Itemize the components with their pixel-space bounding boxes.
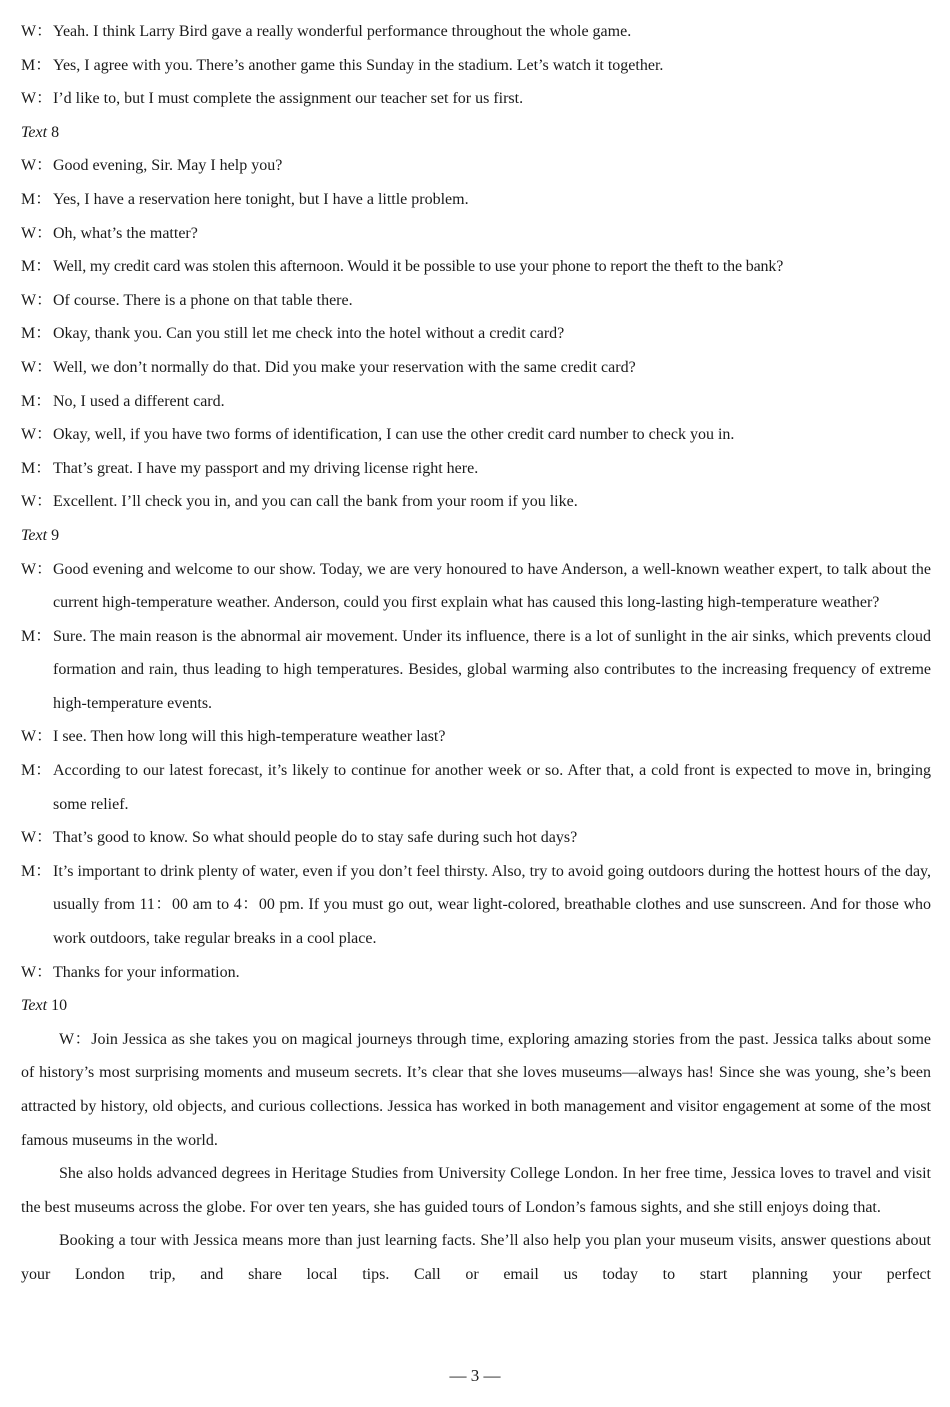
dialogue-text: Well, we don’t normally do that. Did you make your reservation with the same credit card?: [53, 358, 636, 376]
dialogue-text: According to our latest forecast, it’s likely to continue for another week or so. After that, a cold front is expected to move in, bringing some relief.: [53, 762, 931, 813]
dialogue-line: [21, 855, 931, 956]
speaker-label: W：: [21, 358, 53, 376]
dialogue-line: [21, 15, 931, 49]
speaker-label: M：: [21, 325, 52, 343]
speaker-label: W：: [21, 157, 53, 175]
dialogue-text: Yes, I have a reservation here tonight, but I have a little problem.: [53, 190, 469, 208]
speaker-label: W：: [21, 493, 53, 511]
speaker-label: W：: [21, 291, 53, 309]
heading-label: Text: [21, 997, 48, 1015]
dialogue-line: [21, 553, 931, 620]
dialogue-text: Excellent. I’ll check you in, and you can call the bank from your room if you like.: [53, 493, 578, 511]
dialogue-line: [21, 217, 931, 251]
dialogue-text: I see. Then how long will this high-temperature weather last?: [53, 728, 446, 746]
dialogue-line: [21, 284, 931, 318]
dialogue-line: [21, 452, 931, 486]
heading-number: 10: [51, 997, 68, 1015]
speaker-label: W：: [21, 23, 53, 40]
dialogue-line: [21, 250, 931, 284]
dialogue-line: [21, 317, 931, 351]
dialogue-text: It’s important to drink plenty of water, even if you don’t feel thirsty. Also, try to avoid going outdoors during the hottest hours of the day, usually from 11：00 am to 4：00 pm. If you must go out, wear light-colored, breathable clothes and use sunscreen. And for those who work outdoors, take regular breaks in a cool place.: [53, 862, 931, 948]
page-number: — 3 —: [449, 1366, 501, 1385]
dialogue-line: [21, 183, 931, 217]
monologue-paragraph: She also holds advanced degrees in Heritage Studies from University College London. In her free time, Jessica loves to travel and visit the best museums across the globe. For over ten years, she has guided tours of London’s famous sights, and she still enjoys doing that.: [21, 1165, 931, 1216]
dialogue-text: Thanks for your information.: [53, 963, 240, 981]
speaker-label: M：: [21, 762, 52, 780]
speaker-label: W：: [21, 224, 53, 242]
speaker-label: W：: [21, 426, 53, 444]
dialogue-text: I’d like to, but I must complete the assignment our teacher set for us first.: [53, 90, 524, 108]
speaker-label: M：: [21, 862, 52, 880]
dialogue-text: Yeah. I think Larry Bird gave a really wonderful performance throughout the whole game.: [53, 23, 632, 40]
monologue-paragraph: W：Join Jessica as she takes you on magical journeys through time, exploring amazing stories from the past. Jessica talks about some of history’s most surprising moments and museum secrets. It’s clear that she loves museums—always has! Since she was young, she’s been attracted by history, old objects, and curious collections. Jessica has worked in both management and visitor engagement at some of the most famous museums in the world.: [21, 1030, 931, 1149]
dialogue-text: Okay, thank you. Can you still let me check into the hotel without a credit card?: [53, 325, 565, 343]
dialogue-line: [21, 754, 931, 821]
section-heading-text-10: [21, 989, 931, 1023]
heading-number: 9: [51, 526, 60, 544]
heading-number: 8: [51, 123, 60, 141]
dialogue-text: Okay, well, if you have two forms of identification, I can use the other credit card number to check you in.: [53, 426, 735, 444]
dialogue-line: [21, 49, 931, 83]
section-heading-text-8: [21, 116, 931, 150]
dialogue-text: Sure. The main reason is the abnormal air movement. Under its influence, there is a lot of sunlight in the air sinks, which prevents cloud formation and rain, thus leading to high temperatures. Besides, global warming also contributes to the increasing frequency of extreme high-temperature events.: [53, 627, 931, 712]
dialogue-text: No, I used a different card.: [53, 392, 225, 410]
dialogue-line: [21, 720, 931, 754]
dialogue-line: [21, 418, 931, 452]
monologue-paragraph: Booking a tour with Jessica means more than just learning facts. She’ll also help you plan your museum visits, answer questions about your London trip, and share local tips. Call or email us today to start planning your perfect: [21, 1232, 931, 1283]
dialogue-line: [21, 82, 931, 116]
speaker-label: M：: [21, 627, 52, 645]
dialogue-text: Good evening, Sir. May I help you?: [53, 157, 283, 175]
heading-label: Text: [21, 526, 48, 544]
speaker-label: M：: [21, 190, 52, 208]
dialogue-line: [21, 821, 931, 855]
dialogue-text: Well, my credit card was stolen this afternoon. Would it be possible to use your phone to report the theft to the bank?: [53, 258, 784, 276]
speaker-label: W：: [21, 90, 53, 108]
dialogue-text: Yes, I agree with you. There’s another game this Sunday in the stadium. Let’s watch it together.: [53, 56, 664, 74]
speaker-label: W：: [21, 963, 53, 981]
speaker-label: W：: [21, 560, 53, 578]
dialogue-text: Oh, what’s the matter?: [53, 224, 198, 242]
dialogue-text: That’s good to know. So what should people do to stay safe during such hot days?: [53, 829, 578, 847]
speaker-label: M：: [21, 258, 52, 276]
speaker-label: M：: [21, 459, 52, 477]
dialogue-line: [21, 485, 931, 519]
transcript-page: [21, 15, 931, 1292]
heading-label: Text: [21, 123, 48, 141]
section-heading-text-9: [21, 519, 931, 553]
dialogue-text: Good evening and welcome to our show. Today, we are very honoured to have Anderson, a well-known weather expert, to talk about the current high-temperature weather. Anderson, could you first explain what has caused this long-lasting high-temperature weather?: [53, 560, 931, 612]
dialogue-text: That’s great. I have my passport and my driving license right here.: [53, 459, 479, 477]
speaker-label: M：: [21, 56, 52, 74]
speaker-label: W：: [21, 829, 53, 847]
dialogue-line: [21, 351, 931, 385]
dialogue-line: [21, 385, 931, 419]
dialogue-line: [21, 620, 931, 721]
speaker-label: W：: [21, 728, 53, 746]
speaker-label: M：: [21, 392, 52, 410]
dialogue-text: Of course. There is a phone on that table there.: [53, 291, 353, 309]
dialogue-line: [21, 956, 931, 990]
dialogue-line: [21, 149, 931, 183]
